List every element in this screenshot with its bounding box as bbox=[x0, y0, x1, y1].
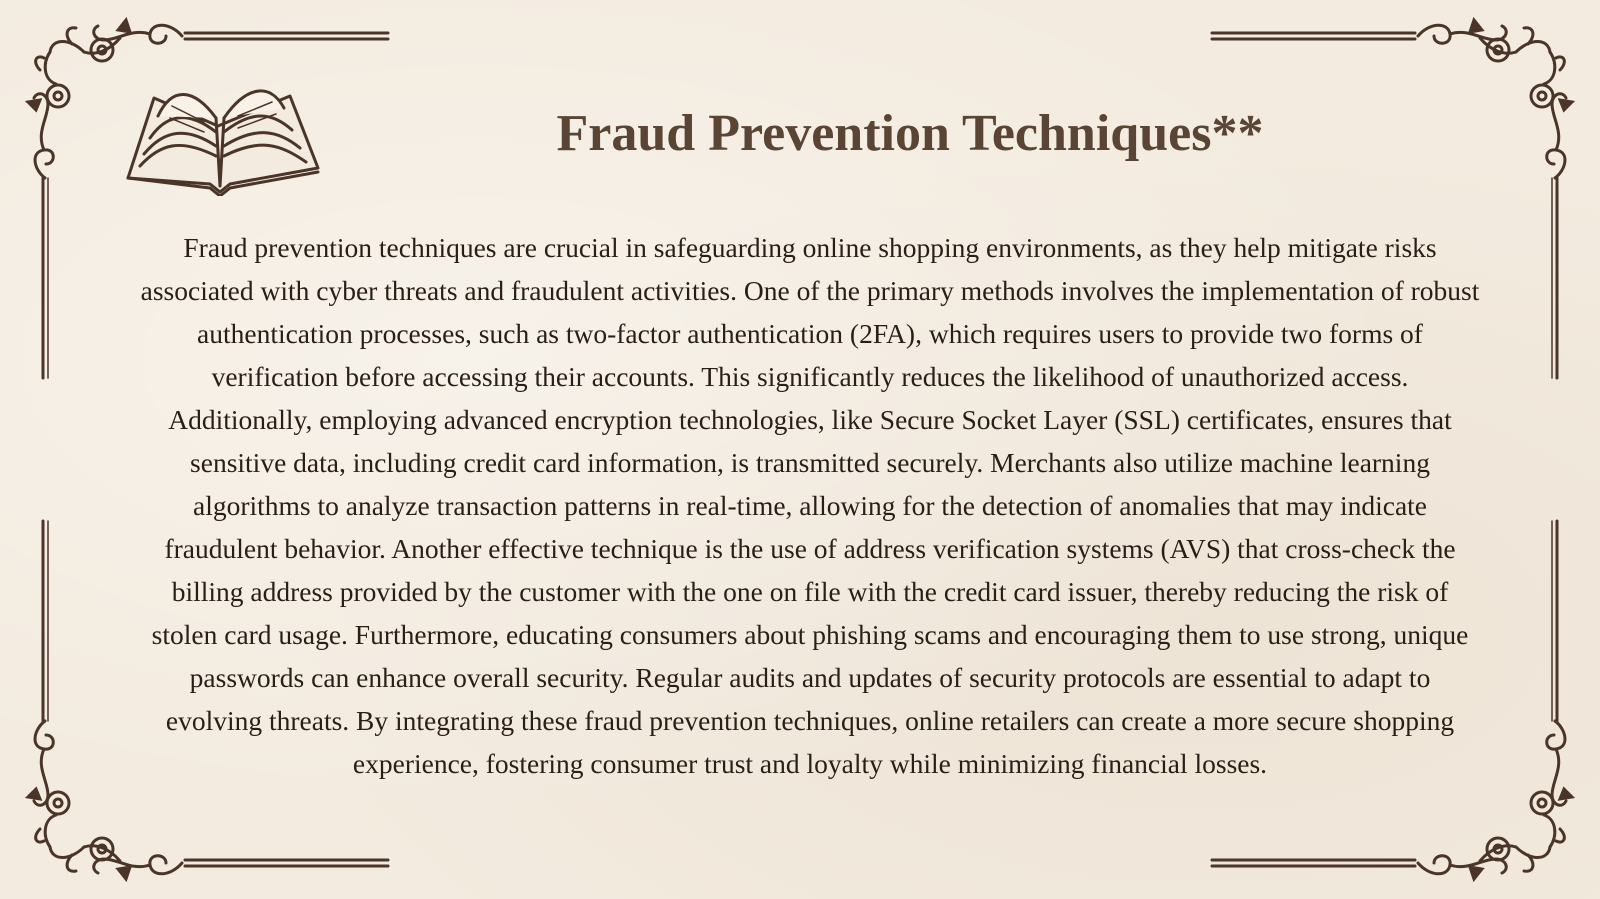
body-paragraph: Fraud prevention techniques are crucial in safeguarding online shopping environments, as they help mitigate risks associated with cyber threats and fraudulent activities. One of the primary methods involves the implementation of robust authentication processes, such as two-factor authentication (2FA), which requires users to provide two forms of verification before accessing their accounts. This significantly reduces the likelihood of unauthorized access. Additionally, employing advanced encryption technologies, like Secure Socket Layer (SSL) certificates, ensures that sensitive data, including credit card information, is transmitted securely. Merchants also utilize machine learning algorithms to analyze transaction patterns in real-time, allowing for the detection of anomalies that may indicate fraudulent behavior. Another effective technique is the use of address verification systems (AVS) that cross-check the billing address provided by the customer with the one on file with the credit card issuer, thereby reducing the risk of stolen card usage. Furthermore, educating consumers about phishing scams and encouraging them to use strong, unique passwords can enhance overall security. Regular audits and updates of security protocols are essential to adapt to evolving threats. By integrating these fraud prevention techniques, online retailers can create a more secure shopping experience, fostering consumer trust and loyalty while minimizing financial losses. bbox=[140, 232, 1480, 779]
page-title: Fraud Prevention Techniques** bbox=[556, 105, 1264, 162]
open-book-icon bbox=[120, 66, 325, 196]
